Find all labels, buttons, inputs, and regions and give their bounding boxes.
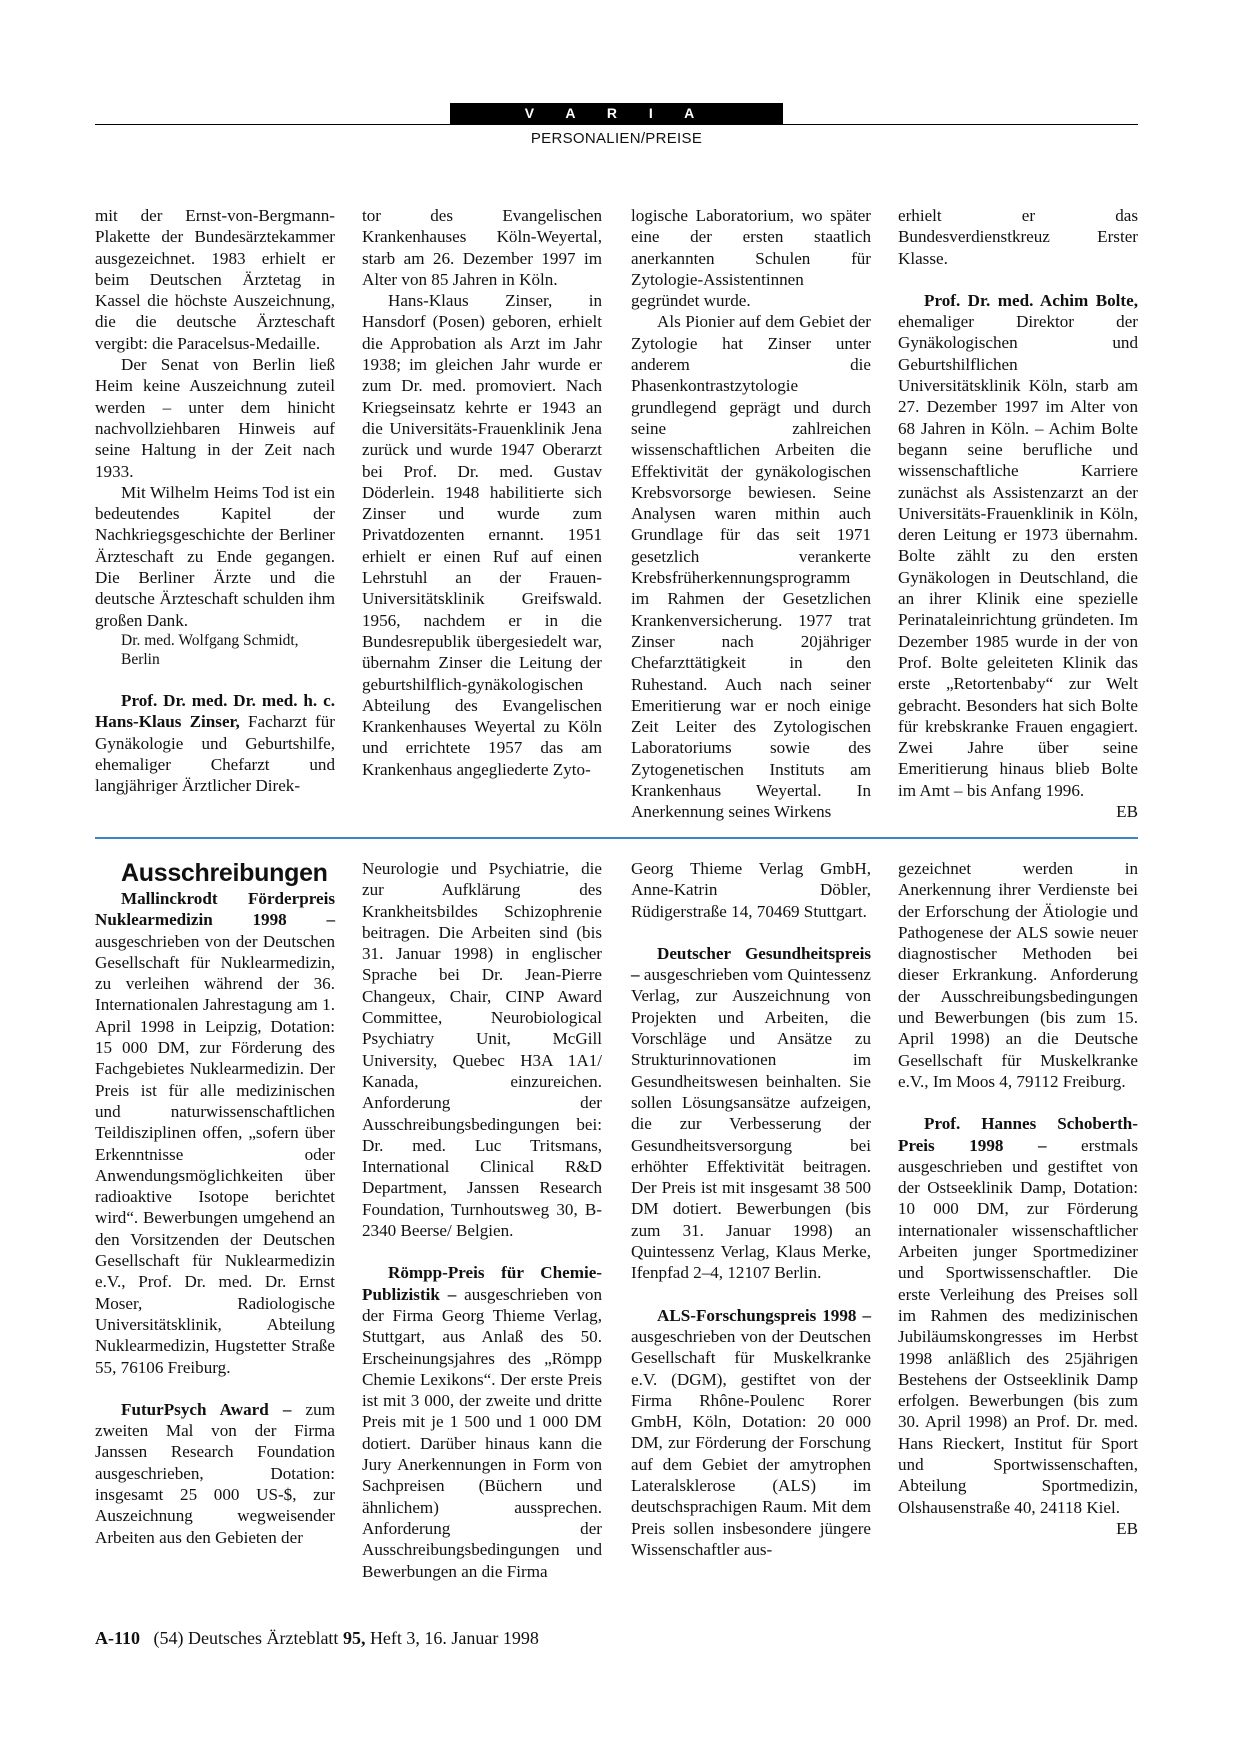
obituary-zinser-intro xyxy=(95,690,335,796)
award-als xyxy=(631,1305,871,1561)
author-initials: EB xyxy=(1116,802,1138,822)
paragraph: logische Laboratorium, wo später eine der ersten staatlich anerkannten Schulen für Zytologie-Assistentinnen gegründet wurde. xyxy=(631,206,871,311)
section-subtitle: PERSONALIEN/PREISE xyxy=(530,130,703,147)
paragraph: Neurologie und Psychiatrie, die zur Aufklärung des Krankheitsbildes Schizophrenie beitragen. Die Arbeiten sind (bis 31. Januar 1998) in englischer Sprache bei Dr. Jean-Pierre Changeux, Chair, CINP Award Committee, Neurobiological Psychiatry Unit, McGill University, Quebec H3A 1A1/ Kanada, einzureichen. Anforderung der Ausschreibungsbedingungen bei: Dr. med. Luc Tritsmans, International Clinical R&D Department, Janssen Research Foundation, Turnhoutsweg 30, B-2340 Beerse/ Belgien. xyxy=(362,859,602,1241)
top-column-2 xyxy=(362,205,602,780)
paragraph-text: erstmals ausgeschrieben und gestiftet von der Ostseeklinik Damp, Dotation: 10 000 DM, zur Förderung internationaler wissenschaftlicher Arbeiten junger Sportmediziner und Sportwissenschaftler. Die erste Verleihung des Preises soll im Rahmen des medizinischen Jubiläumskongresses im Herbst 1998 anläßlich des 25jährigen Bestehens der Ostseeklinik Damp erfolgen. Bewerbungen (bis zum 30. April 1998) an Prof. Dr. med. Hans Rieckert, Institut für Sport und Sportwissenschaften, Abteilung Sportmedizin, Olshausenstraße 40, 24118 Kiel. xyxy=(898,1135,1138,1517)
citation-issue: Heft 3, 16. Januar 1998 xyxy=(365,1628,539,1648)
paragraph: gezeichnet werden in Anerkennung ihrer Verdienste bei der Erforschung der Ätiologie und Pathogenese der ALS sowie neuer diagnostischer Methoden bei dieser Erkrankung. Anforderung der Ausschreibungsbedingungen und Bewerbungen (bis zum 15. April 1998) an die Deutsche Gesellschaft für Muskelkranke e.V., Im Moos 4, 79112 Freiburg. xyxy=(898,859,1138,1091)
section-title: Ausschreibungen xyxy=(121,859,328,887)
award-schoberth xyxy=(898,1113,1138,1518)
signature-name: Dr. med. Wolfgang Schmidt, xyxy=(121,631,299,649)
top-column-4 xyxy=(898,205,1138,822)
paragraph-text: zum zweiten Mal von der Firma Janssen Research Foundation ausgeschrieben, Dotation: insgesamt 25 000 US-$, zur Auszeichnung wegweisender Arbeiten aus den Gebieten der xyxy=(95,1399,335,1547)
award-name: Deutscher Gesundheitspreis – xyxy=(631,943,871,985)
award-mallinckrodt xyxy=(95,888,335,1378)
paragraph-text: Facharzt für Gynäkologie und Geburtshilfe, ehemaliger Chefarzt und langjähriger Ärztlicher Direk- xyxy=(95,712,335,796)
award-name: FuturPsych Award – xyxy=(121,1399,292,1419)
paragraph-text: ehemaliger Direktor der Gynäkologischen und Geburtshilflichen Universitätsklinik Köln, starb am 27. Dezember 1997 im Alter von 68 Jahren in Köln. – Achim Bolte begann seine berufliche und wissenschaftliche Karriere zunächst als Assistenzarzt an der Universitäts-Frauenklinik in Köln, deren Leitung er 1973 übernahm. Bolte zählt zu den ersten Gynäkologen in Deutschland, die an ihrer Klinik eine spezielle Perinataleinrichtung gründeten. Im Dezember 1985 wurde in der von Prof. Bolte geleiteten Klinik das erste „Retortenbaby“ zur Welt gebracht. Besonders hat sich Bolte für krebskranke Frauen engagiert. Zwei Jahre über seine Emeritierung hinaus blieb Bolte im Amt – bis Anfang 1996. xyxy=(898,312,1138,800)
award-name: Mallinckrodt Förderpreis Nuklearmedizin 1998 – xyxy=(95,889,335,930)
bottom-column-2 xyxy=(362,858,602,1582)
author-initials: EB xyxy=(1116,1518,1138,1538)
bottom-column-1 xyxy=(95,858,335,1548)
paragraph-text: ausgeschrieben von der Deutschen Gesellschaft für Nuklearmedizin, zu verleihen während der 36. Internationalen Jahrestagung am 1. April 1998 in Leipzig, Dotation: 15 000 DM, zur Förderung des Fachgebietes Nuklearmedizin. Der Preis ist für alle medizinischen und naturwissenschaftlichen Teildisziplinen offen, „sofern über Erkenntnisse oder Anwendungsmöglichkeiten über radioaktive Isotope berichtet wird“. Bewerbungen umgehend an den Vorsitzenden der Deutschen Gesellschaft für Nuklearmedizin e.V., Prof. Dr. med. Dr. Ernst Moser, Radiologische Universitätsklinik, Abteilung Nuklearmedizin, Hugstetter Straße 55, 76106 Freiburg. xyxy=(95,931,335,1377)
top-column-1 xyxy=(95,205,335,796)
award-name: ALS-Forschungspreis 1998 – xyxy=(657,1305,871,1325)
page-footer xyxy=(95,1628,539,1649)
page-number: A-110 xyxy=(95,1628,140,1648)
paragraph: mit der Ernst-von-Bergmann-Plakette der Bundesärztekammer ausgezeichnet. 1983 erhielt er beim Deutschen Ärztetag in Kassel die höchste Auszeichnung, die die deutsche Ärzteschaft vergibt: die Paracelsus-Medaille. xyxy=(95,206,335,353)
citation: (54) Deutsches Ärzteblatt xyxy=(153,1628,343,1648)
paragraph-text: ausgeschrieben von der Deutschen Gesellschaft für Muskelkranke e.V. (DGM), gestiftet von der Firma Rhône-Poulenc Rorer GmbH, Köln, Dotation: 20 000 DM, zur Förderung der Forschung auf dem Gebiet der amytrophen Lateralsklerose (ALS) im deutschsprachigen Raum. Mit dem Preis sollen insbesondere jüngere Wissenschaftler aus- xyxy=(631,1326,871,1559)
volume-number: 95, xyxy=(342,1628,366,1648)
section-divider xyxy=(95,837,1138,839)
paragraph: tor des Evangelischen Krankenhauses Köln-Weyertal, starb am 26. Dezember 1997 im Alter von 85 Jahren in Köln. xyxy=(362,206,602,289)
section-banner: V A R I A xyxy=(450,103,783,124)
bottom-column-3 xyxy=(631,858,871,1560)
paragraph: Als Pionier auf dem Gebiet der Zytologie hat Zinser unter anderem die Phasenkontrastzytologie grundlegend geprägt und durch seine zahlreichen wissenschaftlichen Arbeiten die Effektivität der gynäkologischen Krebsvorsorge bewiesen. Seine Analysen waren mithin auch Grundlage für das seit 1971 gesetzlich verankerte Krebsfrüherkennungsprogramm im Rahmen der Gesetzlichen Krankenversicherung. 1977 trat Zinser nach 20jähriger Chefarzttätigkeit in den Ruhestand. Auch nach seiner Emeritierung war er noch einige Zeit Leiter des Zytologischen Laboratoriums sowie des Zytogenetischen Instituts am Krankenhaus Weyertal. In Anerkennung seines Wirkens xyxy=(631,312,871,822)
paragraph-text: ausgeschrieben von der Firma Georg Thieme Verlag, Stuttgart, aus Anlaß des 50. Erscheinungsjahres des „Römpp Chemie Lexikons“. Der erste Preis ist mit 3 000, der zweite und dritte Preis mit je 1 500 und 1 000 DM dotiert. Darüber hinaus kann die Jury Anerkennungen in Form von Sachpreisen (Büchern und ähnlichem) aussprechen. Anforderung der Ausschreibungsbedingungen und Bewerbungen an die Firma xyxy=(362,1284,602,1581)
paragraph-text: ausgeschrieben vom Quintessenz Verlag, zur Auszeichnung von Projekten und Arbeiten, die Vorschläge und Ansätze zu Strukturinnovationen im Gesundheitswesen beinhalten. Sie sollen Lösungsansätze aufzeigen, die zur Verbesserung der Gesundheitsversorgung bei erhöhter Effektivität beitragen. Der Preis ist mit insgesamt 38 500 DM dotiert. Bewerbungen (bis zum 31. Januar 1998) an Quintessenz Verlag, Klaus Merke, Ifenpfad 2–4, 12107 Berlin. xyxy=(631,965,871,1283)
award-name: Römpp-Preis für Chemie-Publizistik – xyxy=(362,1263,602,1304)
top-column-3 xyxy=(631,205,871,823)
obituary-bolte xyxy=(898,290,1138,801)
paragraph: Georg Thieme Verlag GmbH, Anne-Katrin Döbler, Rüdigerstraße 14, 70469 Stuttgart. xyxy=(631,859,871,921)
award-roempp xyxy=(362,1262,602,1581)
paragraph: Der Senat von Berlin ließ Heim keine Auszeichnung zuteil werden – unter dem hinicht nachvollziehbaren Hinweis auf seine Haltung in der Zeit nach 1933. xyxy=(95,355,335,481)
header-rule xyxy=(95,124,1138,125)
paragraph: Mit Wilhelm Heims Tod ist ein bedeutendes Kapitel der Nachkriegsgeschichte der Berliner Ärzteschaft zu Ende gegangen. Die Berliner Ärzte und die deutsche Ärzteschaft schulden ihm großen Dank. xyxy=(95,482,335,630)
signature-city: Berlin xyxy=(121,650,160,668)
award-gesundheitspreis xyxy=(631,943,871,1284)
paragraph: erhielt er das Bundesverdienstkreuz Erster Klasse. xyxy=(898,206,1138,268)
award-futurpsych xyxy=(95,1399,335,1548)
award-name: Prof. Hannes Schoberth-Preis 1998 – xyxy=(898,1114,1138,1155)
paragraph: Hans-Klaus Zinser, in Hansdorf (Posen) geboren, erhielt die Approbation als Arzt im Jahr 1938; im gleichen Jahr wurde er zum Dr. med. promoviert. Nach Kriegseinsatz kehrte er 1943 an die Universitäts-Frauenklinik Jena zurück und wurde 1947 Oberarzt bei Prof. Dr. med. Gustav Döderlein. 1948 habilitierte sich Zinser und wurde zum Privatdozenten ernannt. 1951 erhielt er einen Ruf auf einen Lehrstuhl an der Frauen-Universitätsklinik Greifswald. 1956, nachdem er in die Bundesrepublik übergesiedelt war, übernahm Zinser die Leitung der geburtshilflich-gynäkologischen Abteilung des Evangelischen Krankenhauses Weyertal zu Köln und errichtete 1957 das am Krankenhaus angegliederte Zyto- xyxy=(362,291,602,779)
person-name: Prof. Dr. med. Achim Bolte, xyxy=(924,290,1138,310)
bottom-column-4 xyxy=(898,858,1138,1539)
person-name: Prof. Dr. med. Dr. med. h. c. Hans-Klaus Zinser, xyxy=(95,690,335,732)
